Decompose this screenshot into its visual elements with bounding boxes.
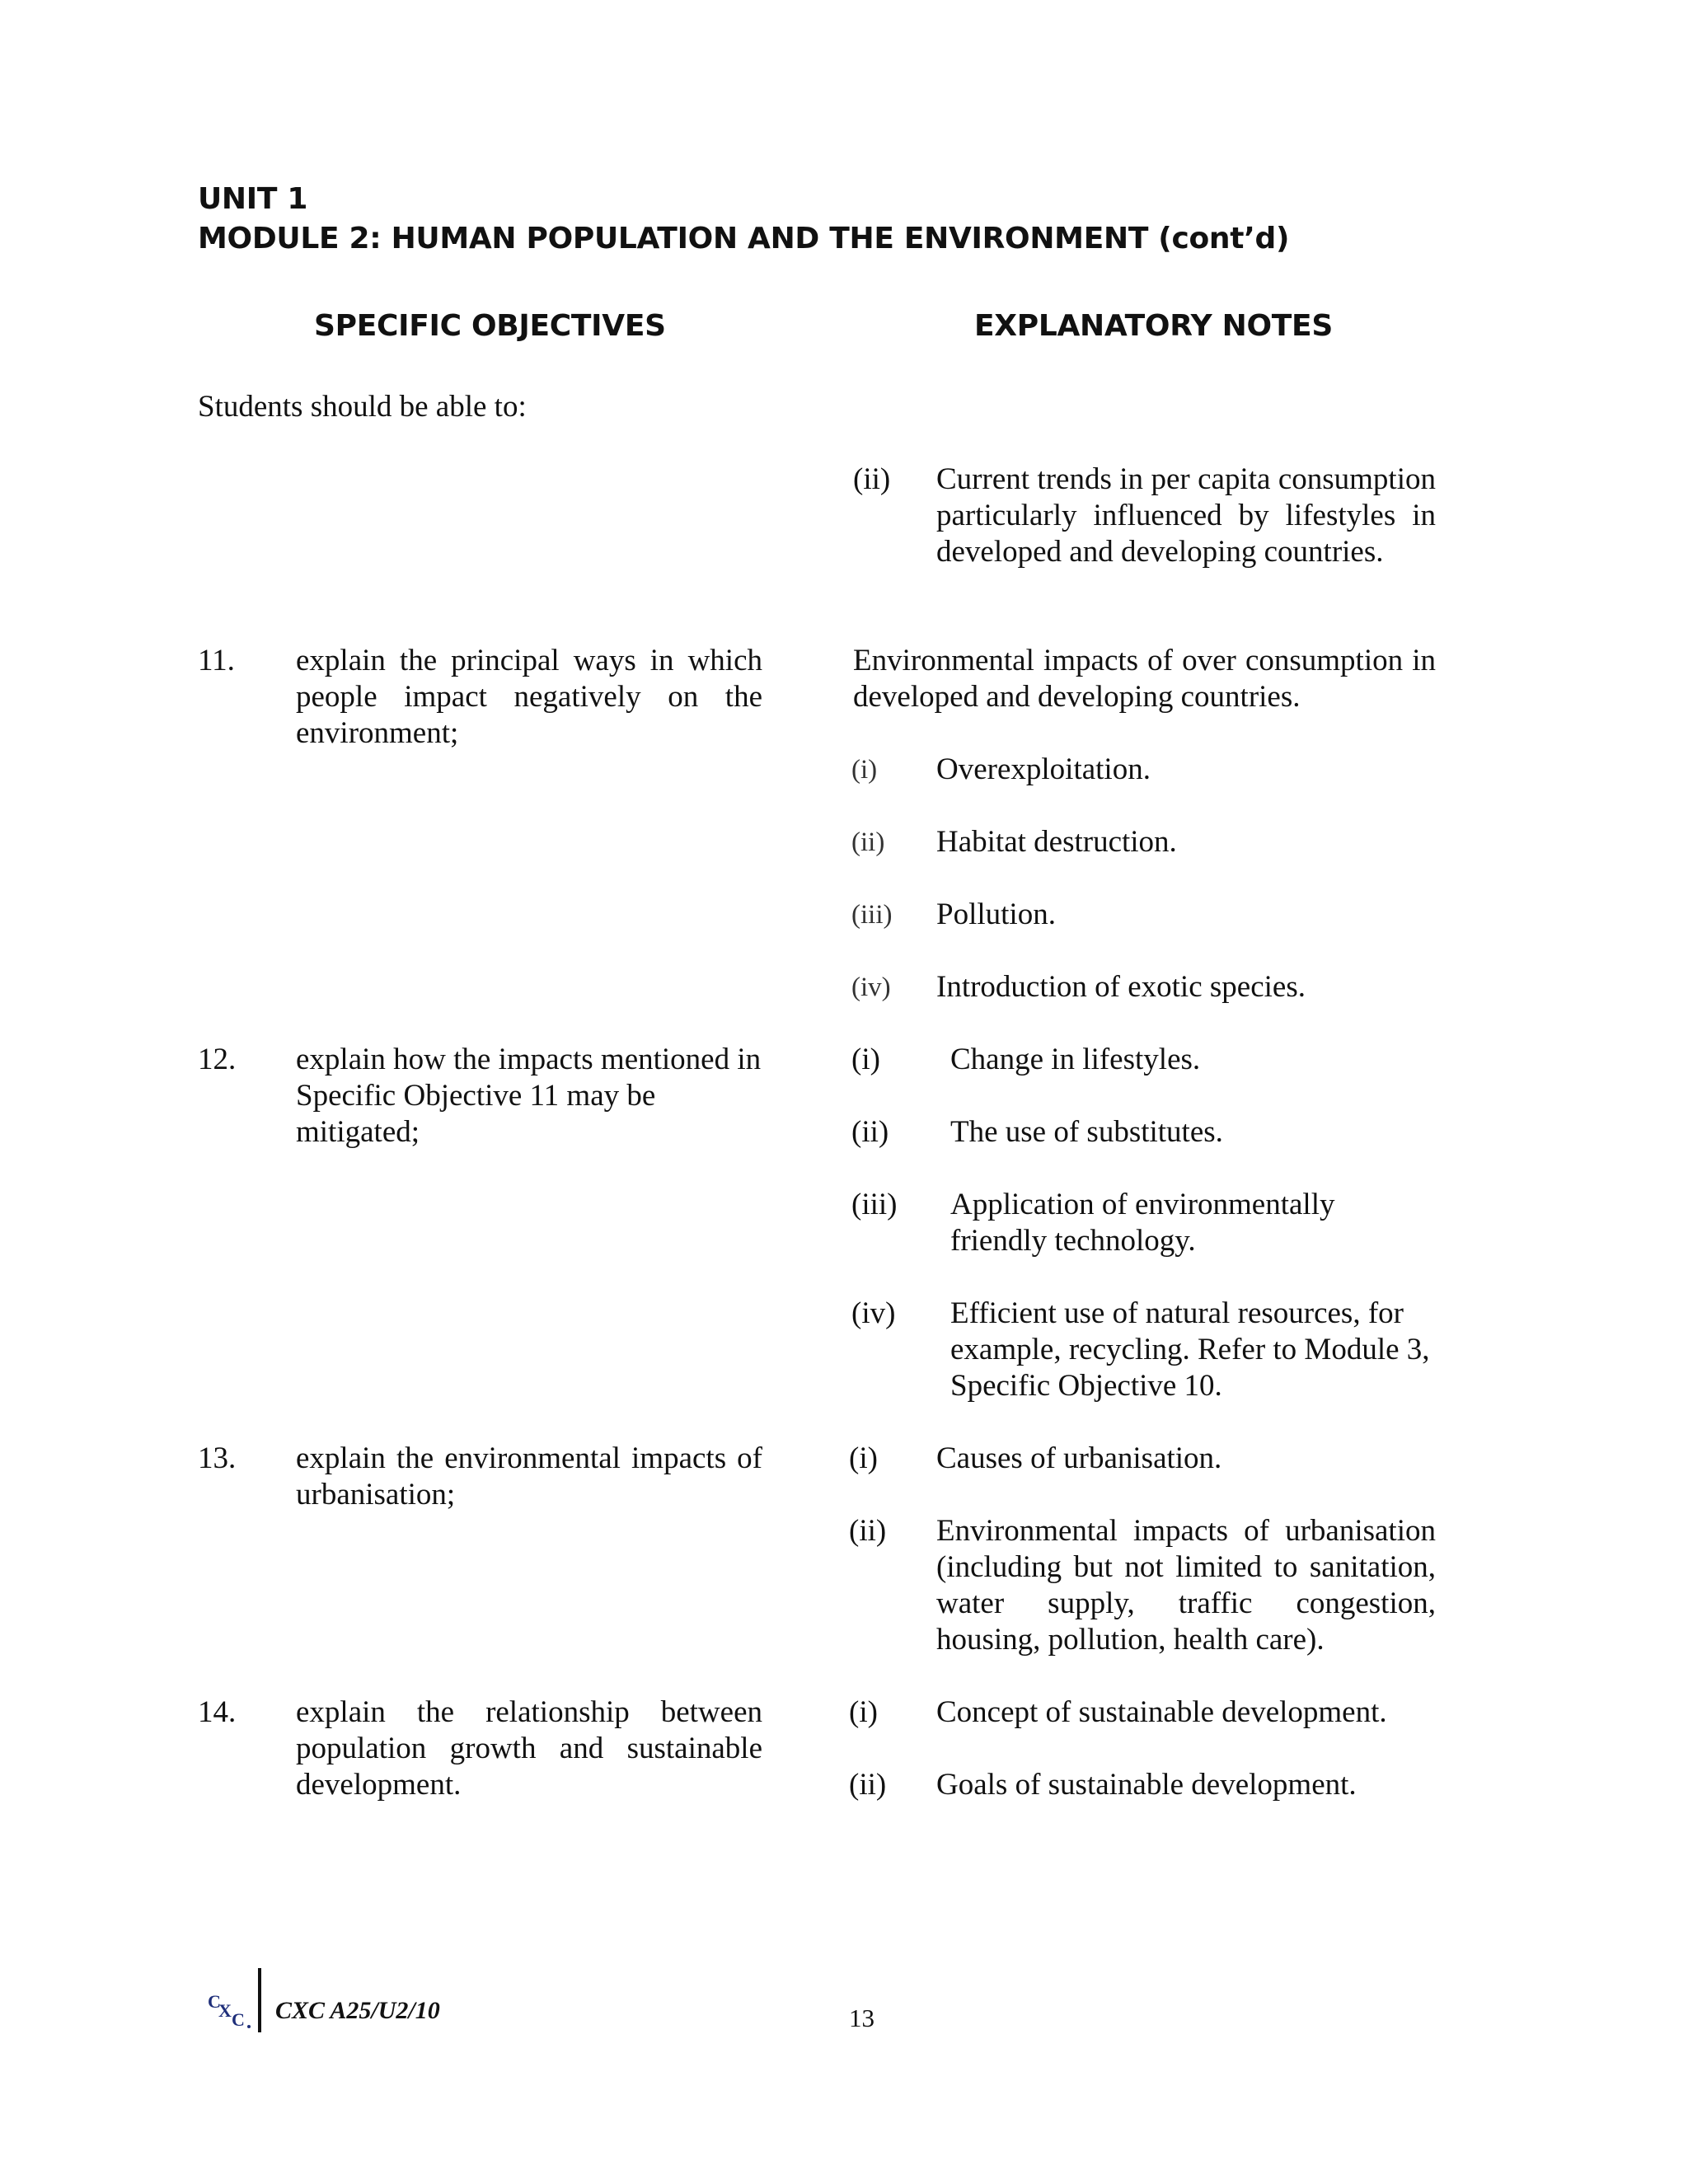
document-code: CXC A25/U2/10 bbox=[275, 1997, 440, 2024]
page-number: 13 bbox=[849, 2004, 874, 2032]
cxc-logo bbox=[204, 1985, 252, 2032]
svg-text:C: C bbox=[232, 2009, 245, 2030]
note-text: Environmental impacts of urbanisation (including but not limited to sanitation, water supply, traffic congestion, housing, pollution, health care). bbox=[936, 1514, 1436, 1657]
note-label: (iii) bbox=[851, 900, 893, 930]
unit-heading: UNIT 1 bbox=[198, 182, 308, 216]
note-label: (ii) bbox=[849, 1768, 887, 1802]
footer-divider bbox=[258, 1968, 261, 2032]
module-heading: MODULE 2: HUMAN POPULATION AND THE ENVIRONMENT (cont’d) bbox=[198, 222, 1290, 255]
note-lead: Environmental impacts of over consumption in developed and developing countries. bbox=[853, 644, 1436, 714]
note-text: Habitat destruction. bbox=[936, 825, 1177, 859]
explanatory-notes-heading: EXPLANATORY NOTES bbox=[974, 309, 1333, 343]
note-label: (ii) bbox=[851, 1115, 889, 1149]
note-text: Goals of sustainable development. bbox=[936, 1768, 1357, 1802]
objective-number: 11. bbox=[198, 644, 235, 677]
note-label: (i) bbox=[851, 755, 878, 785]
objective-text: explain the principal ways in which people impact negatively on the environment; bbox=[296, 644, 762, 750]
specific-objectives-heading: SPECIFIC OBJECTIVES bbox=[314, 309, 666, 343]
note-text: Efficient use of natural resources, for example, recycling. Refer to Module 3, Specific Objective 10. bbox=[950, 1296, 1430, 1403]
note-label: (ii) bbox=[849, 1514, 887, 1548]
note-text: Application of environmentally friendly technology. bbox=[950, 1188, 1335, 1258]
objective-number: 14. bbox=[198, 1695, 237, 1729]
note-text: Concept of sustainable development. bbox=[936, 1695, 1387, 1729]
objective-number: 13. bbox=[198, 1441, 237, 1475]
svg-text:X: X bbox=[218, 2000, 232, 2021]
objective-number: 12. bbox=[198, 1043, 237, 1076]
note-label: (iv) bbox=[851, 1296, 896, 1330]
note-text: Causes of urbanisation. bbox=[936, 1441, 1222, 1475]
svg-text:C: C bbox=[208, 1991, 221, 2012]
objective-text: explain the environmental impacts of urbanisation; bbox=[296, 1441, 762, 1511]
note-label: (i) bbox=[849, 1441, 878, 1475]
note-text: Pollution. bbox=[936, 898, 1056, 931]
note-text: Change in lifestyles. bbox=[950, 1043, 1201, 1076]
carryover-label: (ii) bbox=[853, 462, 891, 496]
note-text: Overexploitation. bbox=[936, 752, 1151, 786]
carryover-note: Current trends in per capita consumption particularly influenced by lifestyles in developed and developing countries. bbox=[936, 462, 1436, 569]
note-label: (iii) bbox=[851, 1188, 898, 1221]
students-intro: Students should be able to: bbox=[198, 390, 527, 424]
note-label: (ii) bbox=[851, 827, 885, 857]
objective-text: explain how the impacts mentioned in Specific Objective 11 may be mitigated; bbox=[296, 1043, 762, 1149]
note-text: The use of substitutes. bbox=[950, 1115, 1223, 1149]
note-label: (iv) bbox=[851, 972, 891, 1002]
objective-text: explain the relationship between population growth and sustainable development. bbox=[296, 1695, 762, 1802]
note-label: (i) bbox=[851, 1043, 880, 1076]
note-text: Introduction of exotic species. bbox=[936, 970, 1306, 1004]
note-label: (i) bbox=[849, 1695, 878, 1729]
